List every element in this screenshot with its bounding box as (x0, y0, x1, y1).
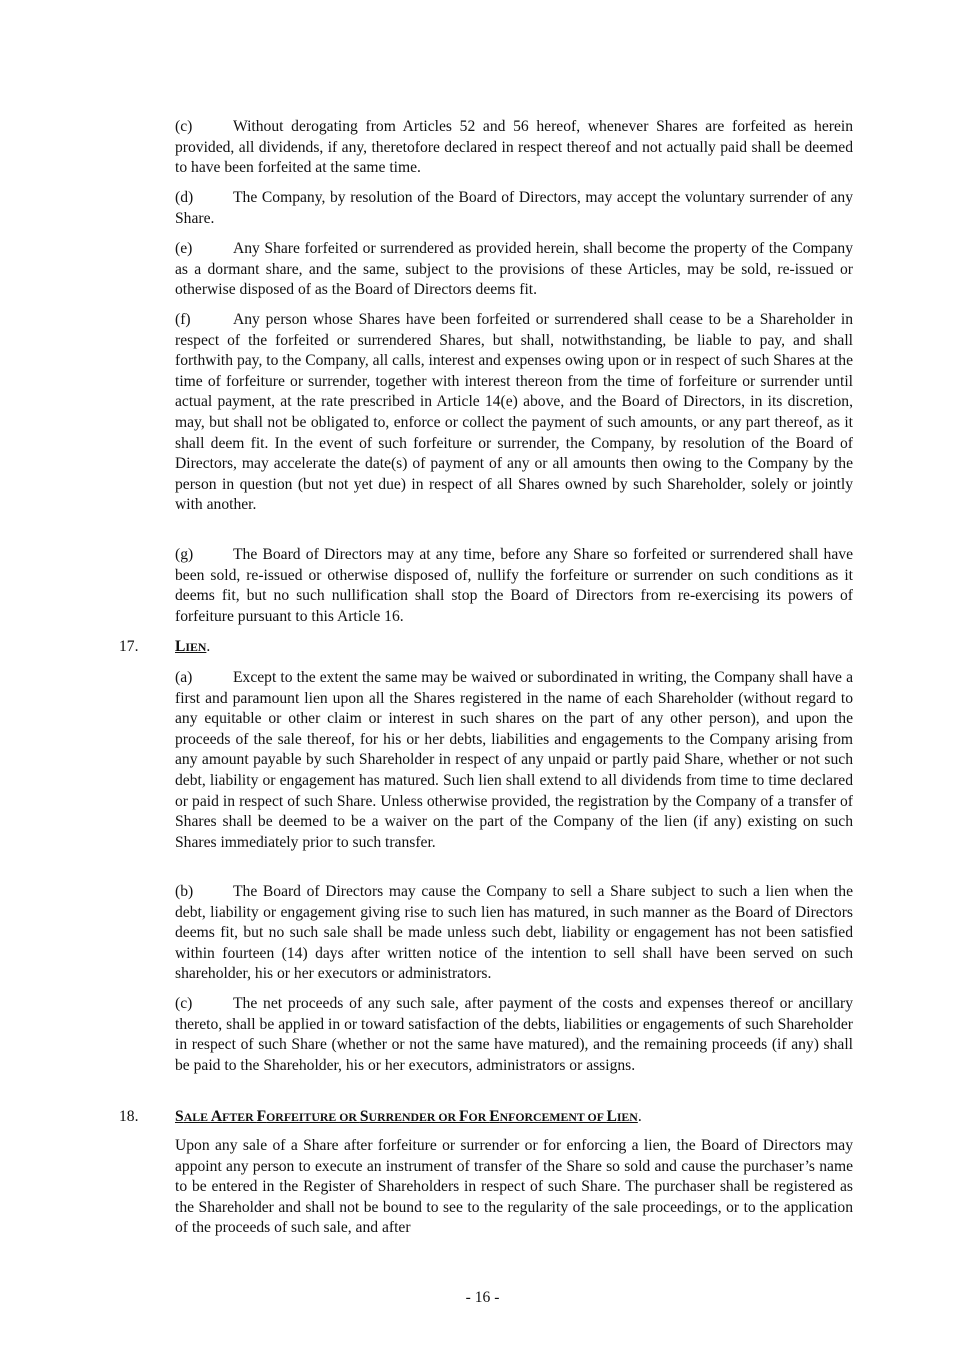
paragraph-label: (e) (175, 240, 193, 257)
paragraph-17c (175, 994, 853, 1076)
heading-segment: IEN (616, 1110, 638, 1124)
paragraph-16e (175, 239, 853, 301)
paragraph-label: (c) (175, 995, 193, 1012)
paragraph-text: The Board of Directors may cause the Company to sell a Share subject to such a lien when the debt, liability or engagement giving rise to such lien has matured, in such manner as the Board of Directors deems fit, but no such sale shall be made unless such debt, liability or engagement has not been satisfied within fourteen (14) days after written notice of the intention to sell shall have been served on such shareholder, his or her executors or administrators. (175, 883, 853, 983)
paragraph-text: The net proceeds of any such sale, after payment of the costs and expenses thereof or ancillary thereto, shall be applied in or toward satisfaction of the debts, liabilities or engagements of such Shareholder in respect of such Share (whether or not the same have matured), and the remaining proceeds (if any) shall be paid to the Shareholder, his or her executors, administrators or assigns. (175, 995, 853, 1074)
paragraph-text: Upon any sale of a Share after forfeiture or surrender or for enforcing a lien, the Board of Directors may appoint any person to execute an instrument of transfer of the Share so sold and cause the purchaser’s name to be entered in the Register of Shareholders in respect of such Share. The purchaser shall be registered as the Shareholder and shall not be bound to see to the regularity of the sale proceedings, or to the application of the proceeds of such sale, and after (175, 1137, 853, 1237)
section-heading-lien (175, 637, 210, 658)
section-number-17: 17. (119, 638, 139, 655)
heading-segment: ALE (183, 1110, 211, 1124)
paragraph-text: The Board of Directors may at any time, before any Share so forfeited or surrendered shall have been sold, re-issued or otherwise disposed of, nullify the forfeiture or surrender on such conditions as it deems fit, but no such nullification shall stop the Board of Directors from re-exercising its powers of forfeiture pursuant to this Article 16. (175, 546, 853, 625)
paragraph-label: (c) (175, 118, 193, 135)
paragraph-label: (b) (175, 883, 194, 900)
heading-segment: S (359, 1108, 369, 1125)
paragraph-17b (175, 882, 853, 985)
paragraph-16g (175, 545, 853, 627)
heading-segment: FTER (222, 1110, 257, 1124)
heading-segment: OR (468, 1110, 490, 1124)
heading-segment: IEN (185, 640, 207, 654)
section-heading-sale-after-forfeiture (175, 1107, 642, 1128)
paragraph-text: Without derogating from Articles 52 and 56 hereof, whenever Shares are forfeited as herein provided, all dividends, if any, theretofore declared in respect thereof and not actually paid shall be deemed to have been forfeited at the same time. (175, 118, 853, 177)
heading-segment: A (210, 1108, 223, 1125)
paragraph-label: (a) (175, 669, 193, 686)
heading-segment: F (459, 1108, 469, 1125)
paragraph-16c (175, 117, 853, 179)
paragraph-label: (d) (175, 189, 194, 206)
heading-segment: S (175, 1108, 184, 1125)
section-number-18: 18. (119, 1108, 139, 1125)
heading-segment: L (606, 1108, 617, 1125)
heading-segment: URRENDER OR (368, 1110, 459, 1124)
paragraph-label: (f) (175, 311, 191, 328)
paragraph-text: Except to the extent the same may be waived or subordinated in writing, the Company shall have a first and paramount lien upon all the Shares registered in the name of each Shareholder (without regard to any equitable or other claim or interest in such shares on the part of any other person), and upon the proceeds of the sale thereof, for his or her debts, liabilities and engagements to the Company arising from any amount payable by such Shareholder in respect of any unpaid or partly paid Share, whether or not such debt, liability or engagement has matured. Such lien shall extend to all dividends from time to time declared or paid in respect of such Share. Unless otherwise provided, the registration by the Company of a transfer of Shares shall be deemed to be a waiver on the part of the Company of the lien (if any) existing on such Shares immediately prior to such transfer. (175, 669, 853, 851)
heading-segment: ORFEITURE OR (266, 1110, 360, 1124)
heading-segment: L (175, 638, 186, 655)
heading-punctuation: . (637, 1108, 642, 1125)
heading-segment: E (489, 1108, 500, 1125)
paragraph-text: Any person whose Shares have been forfeited or surrendered shall cease to be a Shareholder in respect of the forfeited or surrendered Shares, but shall, notwithstanding, be liable to pay, and shall forthwith pay, to the Company, all calls, interest and expenses owing upon or in respect of such Shares at the time of forfeiture or surrender, together with interest thereon from the time of forfeiture or surrender until actual payment, at the rate prescribed in Article 14(e) above, and the Board of Directors, in its discretion, may, but shall not be obligated to, enforce or collect the payment of such amounts, or any part thereof, as it shall deem fit. In the event of such forfeiture or surrender, the Company, by resolution of the Board of Directors, may accelerate the date(s) of payment of any or all amounts then owing to the Company by the person in question (but not yet due) in respect of all Shares owned by such Shareholder, solely or jointly with another. (175, 311, 853, 514)
paragraph-16f (175, 310, 853, 516)
heading-segment: F (256, 1108, 267, 1125)
page-number: - 16 - (465, 1289, 500, 1306)
paragraph-label: (g) (175, 546, 194, 563)
paragraph-18 (175, 1136, 853, 1239)
paragraph-text: The Company, by resolution of the Board of Directors, may accept the voluntary surrender of any Share. (175, 189, 853, 227)
heading-segment: NFORCEMENT OF (499, 1110, 607, 1124)
heading-punctuation: . (206, 638, 211, 655)
paragraph-text: Any Share forfeited or surrendered as provided herein, shall become the property of the Company as a dormant share, and the same, subject to the provisions of these Articles, may be sold, re-issued or otherwise disposed of as the Board of Directors deems fit. (175, 240, 853, 299)
paragraph-16d (175, 188, 853, 229)
paragraph-17a (175, 668, 853, 853)
